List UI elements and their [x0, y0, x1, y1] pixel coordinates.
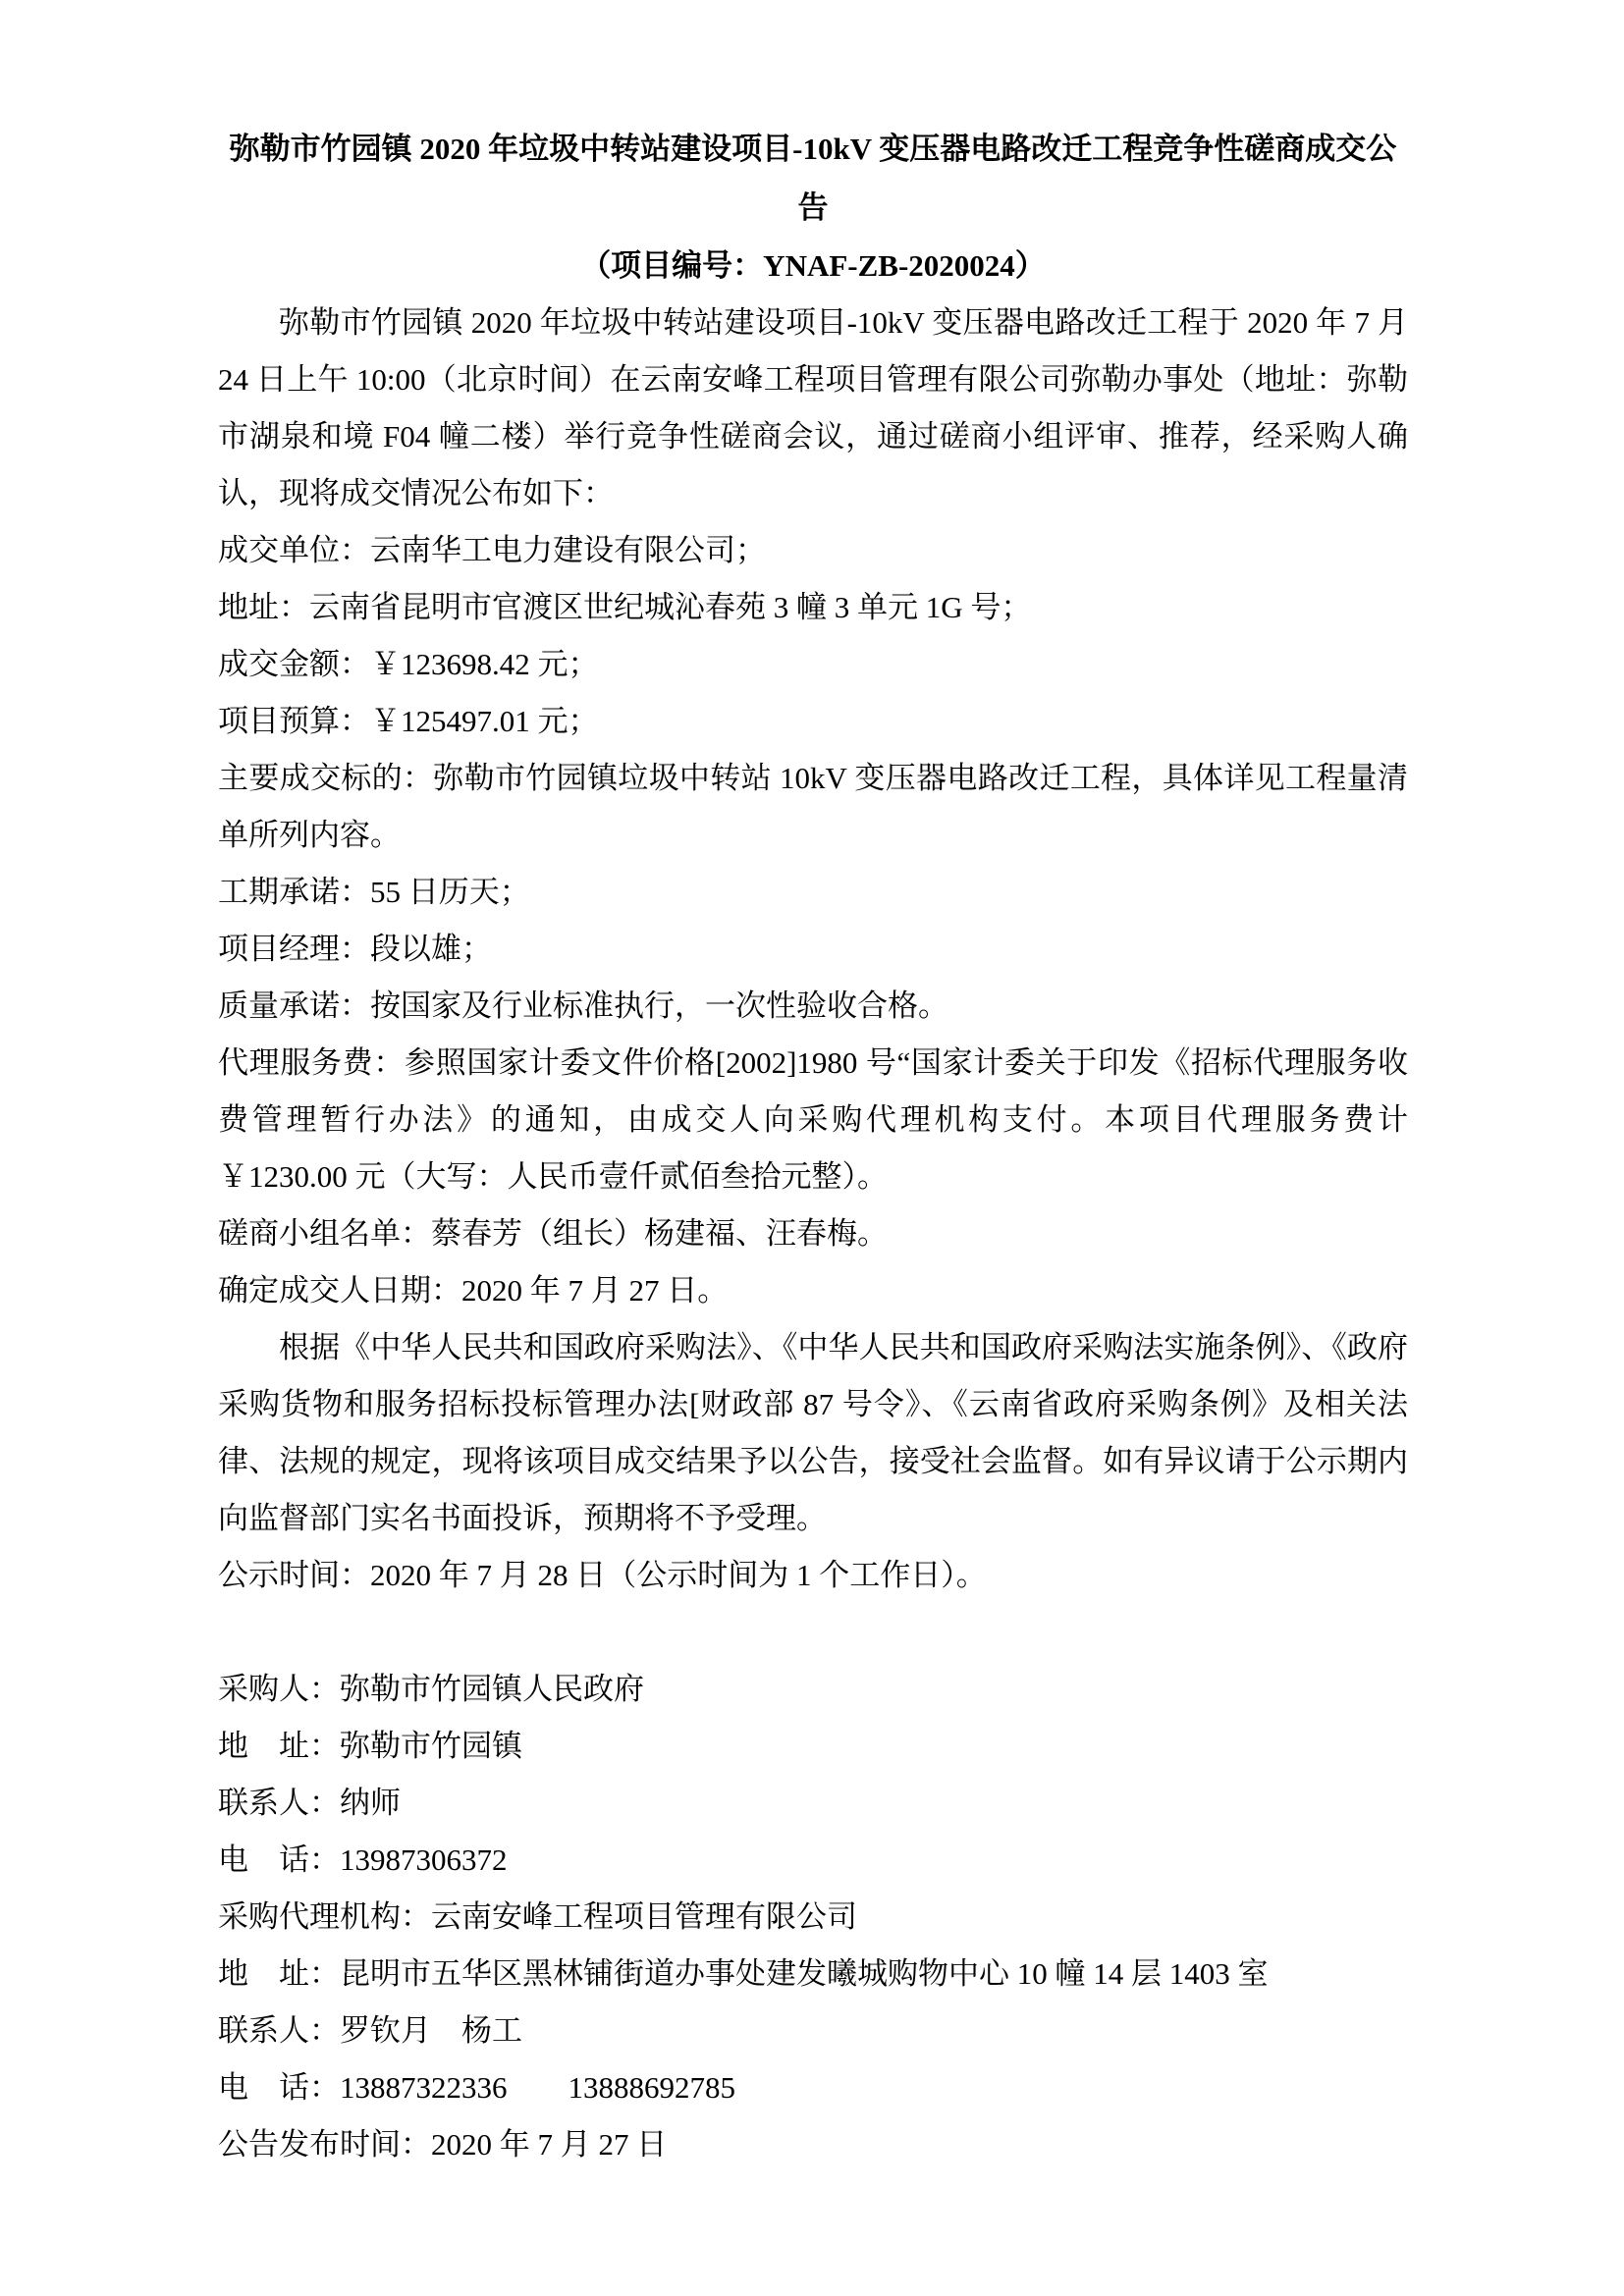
construction-period-line: 工期承诺：55 日历天； — [218, 875, 530, 909]
project-budget-line: 项目预算：￥125497.01 元； — [218, 704, 599, 738]
panel-members-line: 磋商小组名单：蔡春芳（组长）杨建福、汪春梅。 — [218, 1216, 888, 1251]
purchaser-contact-line: 联系人：纳师 — [218, 1786, 401, 1820]
award-amount-line: 成交金额：￥123698.42 元； — [218, 647, 599, 681]
purchaser-address-line: 地 址：弥勒市竹园镇 — [218, 1729, 522, 1763]
agency-address-line: 地 址：昆明市五华区黑林铺街道办事处建发曦城购物中心 10 幢 14 层 1403 室 — [218, 1956, 1269, 1991]
award-date-line: 确定成交人日期：2020 年 7 月 27 日。 — [218, 1273, 729, 1308]
publicity-period-line: 公示时间：2020 年 7 月 28 日（公示时间为 1 个工作日）。 — [218, 1558, 987, 1592]
legal-basis-paragraph: 根据《中华人民共和国政府采购法》、《中华人民共和国政府采购法实施条例》、《政府采购货物和服务招标投标管理办法[财政部 87 号令》、《云南省政府采购条例》及相关法律、法规的规定，现将该项目成交结果予以公告，接受社会监督。如有异议请于公示期内向监督部门实名书面投诉，预期将不予受理。 — [218, 1330, 1408, 1535]
intro-paragraph: 弥勒市竹园镇 2020 年垃圾中转站建设项目-10kV 变压器电路改迁工程于 2020 年 7 月 24 日上午 10:00（北京时间）在云南安峰工程项目管理有限公司弥勒办事处（地址：弥勒市湖泉和境 F04 幢二楼）举行竞争性磋商会议，通过磋商小组评审、推荐，经采购人确认，现将成交情况公布如下： — [218, 305, 1408, 510]
winner-line: 成交单位：云南华工电力建设有限公司； — [218, 533, 766, 567]
purchaser-phone-line: 电 话：13987306372 — [218, 1842, 508, 1877]
agency-fee-line: 代理服务费：参照国家计委文件价格[2002]1980 号“国家计委关于印发《招标代理服务收费管理暂行办法》的通知，由成交人向采购代理机构支付。本项目代理服务费计￥1230.00 元（大写：人民币壹仟贰佰叁拾元整）。 — [218, 1045, 1408, 1194]
project-number: （项目编号：YNAF-ZB-2020024） — [580, 248, 1046, 283]
purchaser-name-line: 采购人：弥勒市竹园镇人民政府 — [218, 1672, 644, 1706]
agency-phone-line: 电 话：13887322336 13888692785 — [218, 2070, 735, 2105]
spacer — [218, 1604, 1408, 1661]
award-subject-line: 主要成交标的：弥勒市竹园镇垃圾中转站 10kV 变压器电路改迁工程，具体详见工程量清单所列内容。 — [218, 761, 1408, 852]
agency-contact-line: 联系人：罗钦月 杨工 — [218, 2013, 522, 2048]
document-title: 弥勒市竹园镇 2020 年垃圾中转站建设项目-10kV 变压器电路改迁工程竞争性磋商成交公告 — [229, 132, 1397, 225]
winner-address-line: 地址：云南省昆明市官渡区世纪城沁春苑 3 幢 3 单元 1G 号； — [218, 590, 1032, 624]
quality-commitment-line: 质量承诺：按国家及行业标准执行，一次性验收合格。 — [218, 988, 948, 1023]
agency-name-line: 采购代理机构：云南安峰工程项目管理有限公司 — [218, 1899, 857, 1934]
publish-date-line: 公告发布时间：2020 年 7 月 27 日 — [218, 2127, 668, 2162]
project-manager-line: 项目经理：段以雄； — [218, 932, 492, 966]
